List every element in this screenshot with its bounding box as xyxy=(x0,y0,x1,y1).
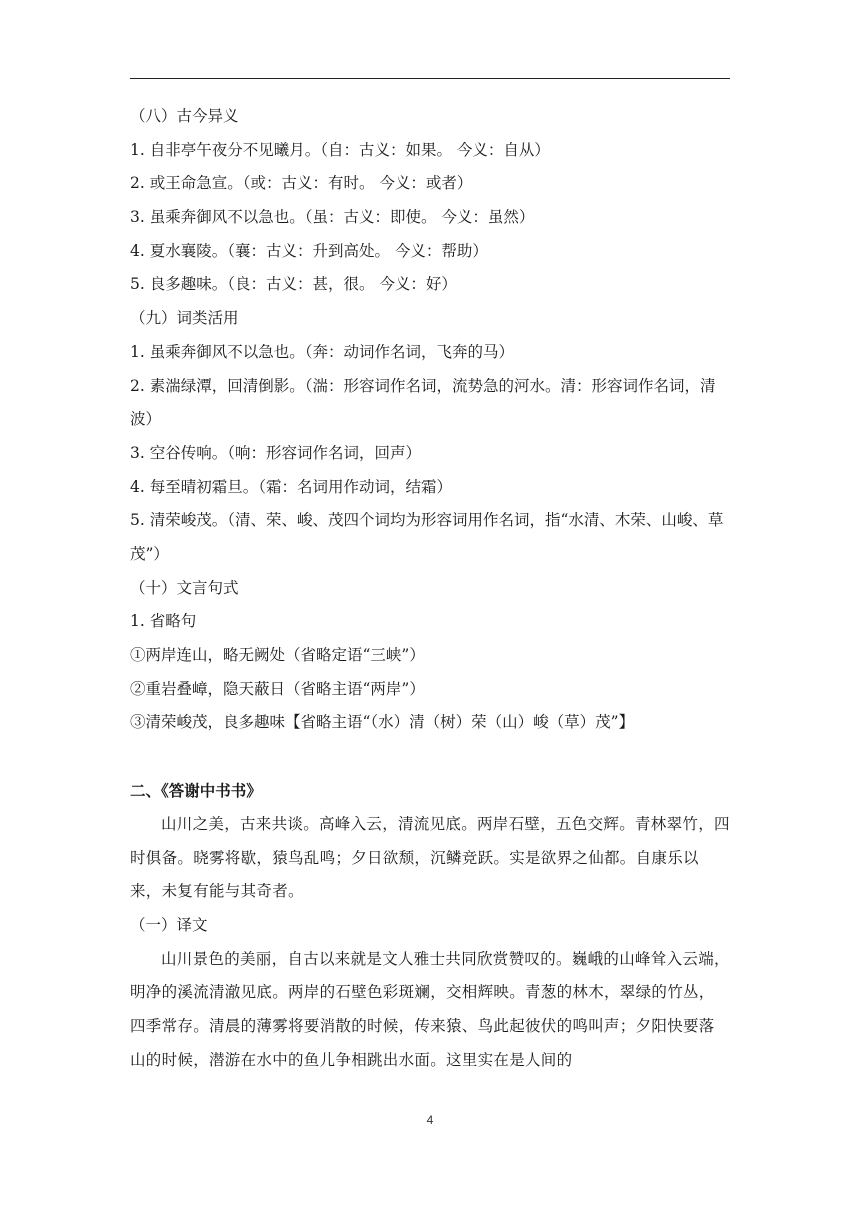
omission-item-1: ①两岸连山，略无阙处（省略定语“三峡”） xyxy=(130,646,425,665)
section-heading-sentence-patterns: （十）文言句式 xyxy=(130,578,239,597)
meaning-item-2: 2. 或王命急宣。（或：古义：有时。 今义：或者） xyxy=(130,174,473,193)
header-rule xyxy=(130,78,730,79)
part-title: 二、《答谢中书书》 xyxy=(130,781,262,801)
usage-item-3: 3. 空谷传响。（响：形容词作名词，回声） xyxy=(130,443,421,462)
meaning-item-3: 3. 虽乘奔御风不以急也。（虽：古义：即使。 今义：虽然） xyxy=(130,208,535,227)
section-spacer xyxy=(130,740,730,774)
usage-item-5: 5. 清荣峻茂。（清、荣、峻、茂四个词均为形容词用作名词，指“水清、木荣、山峻、草茂”） xyxy=(130,511,724,563)
usage-item-4: 4. 每至晴初霜旦。（霜：名词用作动词，结霜） xyxy=(130,477,452,496)
meaning-item-5: 5. 良多趣味。（良：古义：甚，很。 今义：好） xyxy=(130,275,457,294)
original-text-paragraph: 山川之美，古来共谈。高峰入云，清流见底。两岸石壁，五色交辉。青林翠竹，四时俱备。晓雾将歇，猿鸟乱鸣；夕日欲颓，沉鳞竞跃。实是欲界之仙都。自康乐以来，未复有能与其奇者。 xyxy=(130,814,730,901)
page-number: 4 xyxy=(426,1113,434,1127)
translation-heading: （一）译文 xyxy=(130,915,208,934)
page-content xyxy=(130,100,730,1077)
omission-item-2: ②重岩叠嶂，隐天蔽日（省略主语“两岸”） xyxy=(130,679,425,698)
subheading-omission-sentence: 1. 省略句 xyxy=(130,612,197,631)
translation-paragraph: 山川景色的美丽，自古以来就是文人雅士共同欣赏赞叹的。巍峨的山峰耸入云端，明净的溪流清澈见底。两岸的石壁色彩斑斓，交相辉映。青葱的林木，翠绿的竹丛，四季常存。清晨的薄雾将要消散的时候，传来猿、鸟此起彼伏的鸣叫声；夕阳快要落山的时候，潜游在水中的鱼儿争相跳出水面。这里实在是人间的 xyxy=(130,949,730,1069)
usage-item-2: 2. 素湍绿潭，回清倒影。（湍：形容词作名词，流势急的河水。清：形容词作名词，清波） xyxy=(130,376,716,429)
meaning-item-4: 4. 夏水襄陵。（襄：古义：升到高处。 今义：帮助） xyxy=(130,241,488,260)
section-heading-ancient-modern-meaning: （八）古今异义 xyxy=(130,107,239,125)
section-heading-word-class-usage: （九）词类活用 xyxy=(130,309,239,328)
usage-item-1: 1. 虽乘奔御风不以急也。（奔：动词作名词，飞奔的马） xyxy=(130,342,514,361)
meaning-item-1: 1. 自非亭午夜分不见曦月。（自：古义：如果。 今义：自从） xyxy=(130,140,550,159)
omission-item-3: ③清荣峻茂，良多趣味【省略主语“（水）清（树）荣（山）峻（草）茂”】 xyxy=(130,713,635,732)
